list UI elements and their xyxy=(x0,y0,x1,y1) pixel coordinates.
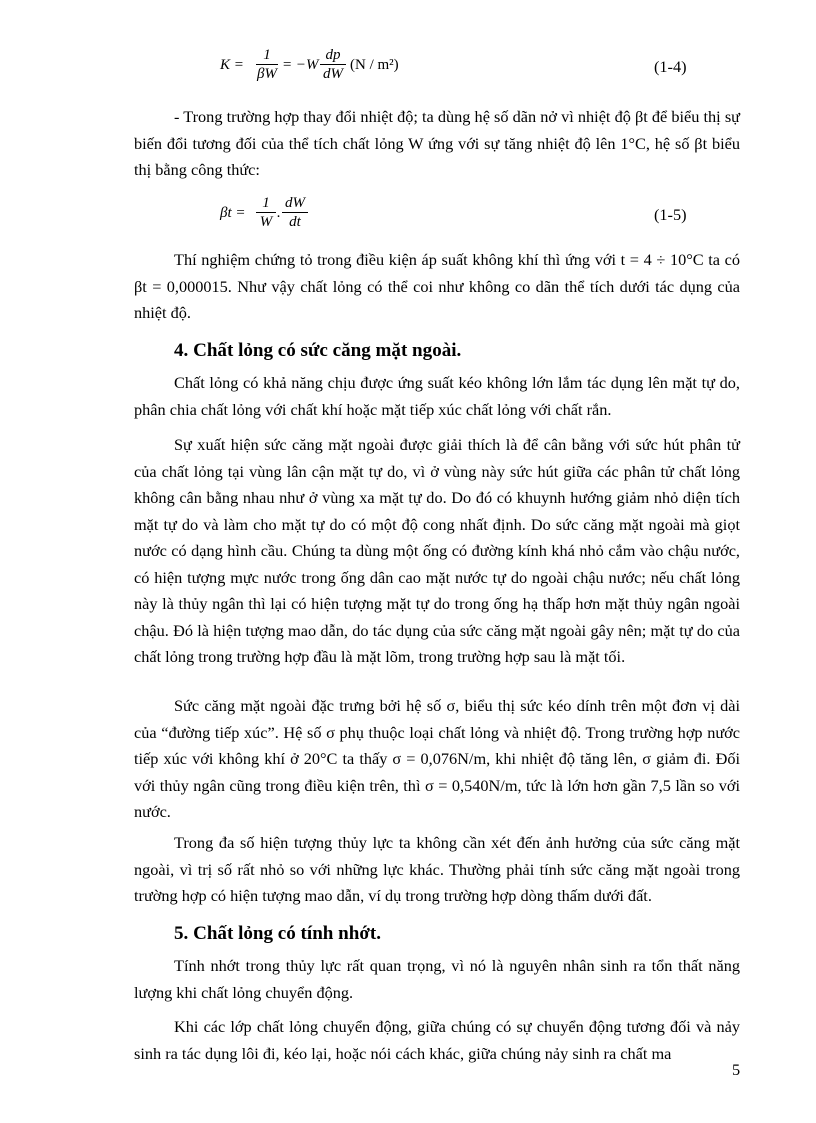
equation-lhs: βt = xyxy=(220,205,246,221)
fraction-denominator: βW xyxy=(257,66,277,82)
fraction-denominator: dW xyxy=(323,66,343,82)
paragraph-surface-tension-intro: Chất lỏng có khả năng chịu được ứng suất kéo không lớn lắm tác dụng lên mặt tự do, phân chia chất lỏng với chất khí hoặc mặt tiếp xúc chất lỏng với chất rắn. xyxy=(134,373,740,419)
section-heading-5: 5. Chất lỏng có tính nhớt. xyxy=(174,923,382,944)
equation-1-4 xyxy=(220,44,740,94)
fraction-numerator: dp xyxy=(325,47,341,63)
paragraph-surface-tension-explanation: Sự xuất hiện sức căng mặt ngoài được giải thích là để cân bằng với sức hút phân tử của chất lỏng tại vùng lân cận mặt tự do, vì ở vùng này sức hút giữa các phân tử chất lỏng không cân bằng nhau như ở vùng xa mặt tự do. Do đó có khuynh hướng giảm nhỏ diện tích mặt tự do và làm cho mặt tự do có một độ cong nhất định. Do sức căng mặt ngoài mà giọt nước có dạng hình cầu. Chúng ta dùng một ống có đường kính khá nhỏ cắm vào chậu nước, có hiện tượng mực nước trong ống dân cao mặt nước tự do ngoài chậu nước; nếu chất lỏng này là thủy ngân thì lại có hiện tượng mặt tự do trong ống hạ thấp hơn mặt thủy ngân ngoài chậu. Đó là hiện tượng mao dẫn, do tác dụng của sức căng mặt ngoài gây nên; mặt tự do của chất lỏng trong trường hợp đầu là mặt lõm, trong trường hợp sau là mặt tối. xyxy=(134,435,740,666)
fraction-numerator: dW xyxy=(285,195,305,211)
fraction-denominator: W xyxy=(259,214,273,230)
fraction-denominator: dt xyxy=(289,214,301,230)
equation-lhs: K = xyxy=(220,57,244,73)
paragraph-thermal-expansion: - Trong trường hợp thay đổi nhiệt độ; ta dùng hệ số dãn nở vì nhiệt độ βt để biểu thị sự biến đổi tương đối của thể tích chất lỏng W ứng với sự tăng nhiệt độ lên 1°C, hệ số βt biểu thị bằng công thức: xyxy=(134,107,740,179)
equation-unit: (N / m²) xyxy=(350,57,399,73)
equation-number: (1-4) xyxy=(654,57,687,76)
paragraph-viscosity-layers: Khi các lớp chất lỏng chuyển động, giữa chúng có sự chuyển động tương đối và nảy sinh ra tác dụng lôi đi, kéo lại, hoặc nói cách khác, giữa chúng nảy sinh ra chất ma xyxy=(134,1017,740,1063)
page-number: 5 xyxy=(732,1060,741,1079)
fraction-numerator: 1 xyxy=(263,47,271,63)
equation-1-5 xyxy=(220,192,740,242)
paragraph-experiment: Thí nghiệm chứng tỏ trong điều kiện áp suất không khí thì ứng với t = 4 ÷ 10°C ta có βt = 0,000015. Như vậy chất lỏng có thể coi như không co dãn thể tích dưới tác dụng của nhiệt độ. xyxy=(134,250,740,322)
fraction-numerator: 1 xyxy=(262,195,270,211)
fraction-1 xyxy=(256,194,276,231)
equation-dot: . xyxy=(277,205,281,221)
section-heading-4: 4. Chất lỏng có sức căng mặt ngoài. xyxy=(174,340,462,361)
equation-middle: = −W xyxy=(282,57,319,73)
paragraph-hydraulic-phenomena: Trong đa số hiện tượng thủy lực ta không cần xét đến ảnh hưởng của sức căng mặt ngoài, vì trị số rất nhỏ so với những lực khác. Thường phải tính sức căng mặt ngoài trong trường hợp có hiện tượng mao dẫn, ví dụ trong trường hợp dòng thấm dưới đất. xyxy=(134,833,740,905)
paragraph-viscosity-intro: Tính nhớt trong thủy lực rất quan trọng, vì nó là nguyên nhân sinh ra tổn thất năng lượng khi chất lỏng chuyển động. xyxy=(134,956,740,1002)
fraction-1 xyxy=(256,46,278,83)
paragraph-sigma-coefficient: Sức căng mặt ngoài đặc trưng bởi hệ số σ, biểu thị sức kéo dính trên một đơn vị dài của “đường tiếp xúc”. Hệ số σ phụ thuộc loại chất lỏng và nhiệt độ. Trong trường hợp nước tiếp xúc với không khí ở 20°C ta thấy σ = 0,076N/m, khi nhiệt độ tăng lên, σ giảm đi. Đối với thủy ngân cũng trong điều kiện trên, thì σ = 0,540N/m, tức là lớn hơn gần 7,5 lần so với nước. xyxy=(134,696,740,821)
fraction-2 xyxy=(320,46,346,83)
equation-number: (1-5) xyxy=(654,205,687,224)
fraction-2 xyxy=(282,194,308,231)
